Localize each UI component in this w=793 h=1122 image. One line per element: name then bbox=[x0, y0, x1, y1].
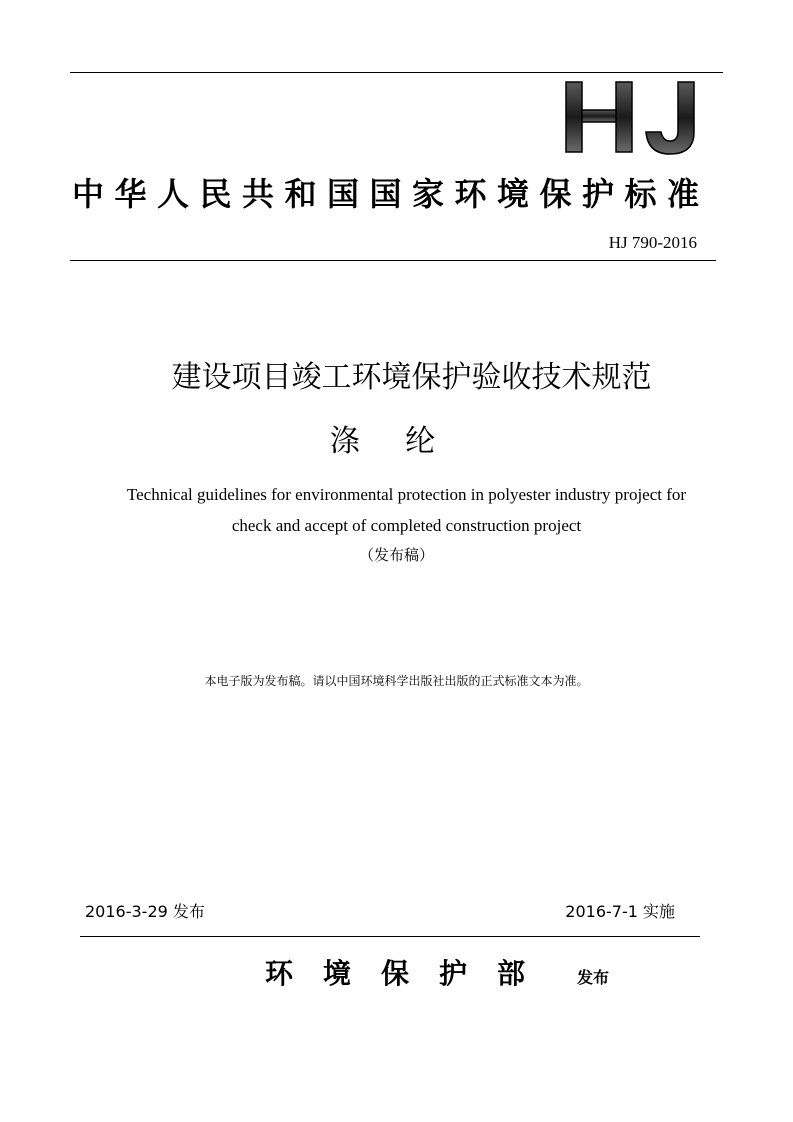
english-title-line-1: Technical guidelines for environmental protection in polyester industry project for bbox=[126, 485, 687, 504]
document-title: 建设项目竣工环境保护验收技术规范 bbox=[171, 360, 652, 395]
document-subtitle: 涤 纶 bbox=[329, 424, 454, 459]
issuer-name: 环境保护部 bbox=[265, 957, 556, 990]
bottom-rule bbox=[80, 936, 700, 937]
english-title bbox=[60, 479, 753, 541]
draft-label: （发布稿） bbox=[358, 546, 434, 564]
hj-logo bbox=[560, 80, 710, 156]
issuer-action: 发布 bbox=[577, 968, 610, 987]
national-standard-title: 中华人民共和国国家环境保护标准 bbox=[72, 175, 710, 213]
header-rule bbox=[70, 260, 716, 261]
standard-number: HJ 790-2016 bbox=[608, 233, 697, 252]
top-rule bbox=[70, 72, 723, 73]
english-title-line-2: check and accept of completed construction project bbox=[231, 516, 582, 535]
edition-note: 本电子版为发布稿。请以中国环境科学出版社出版的正式标准文本为准。 bbox=[204, 674, 589, 688]
issue-date: 2016-3-29 发布 bbox=[85, 902, 205, 921]
implementation-date: 2016-7-1 实施 bbox=[565, 902, 675, 921]
